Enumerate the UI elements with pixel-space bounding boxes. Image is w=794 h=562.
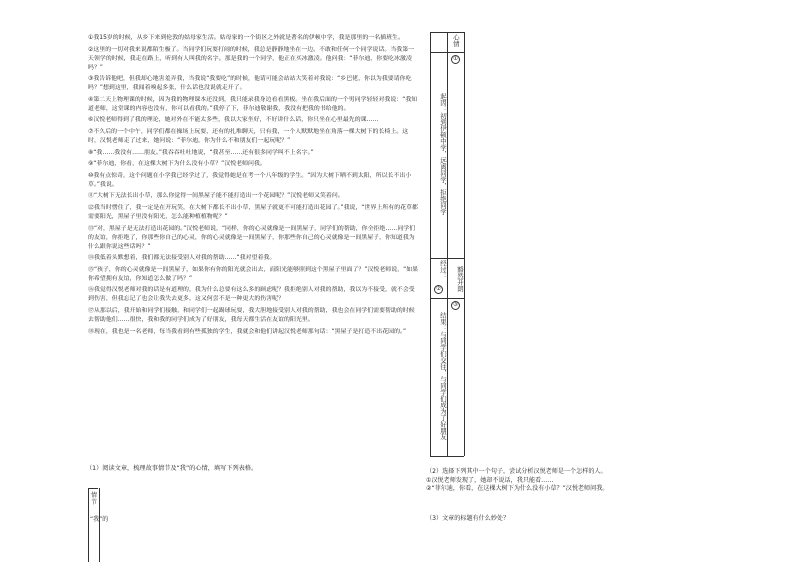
plot-table-top-border bbox=[88, 488, 98, 489]
paragraph-18: ⑱现在，我也是一名老师，每当我看到有些孤独的学生，我就会和他们讲起汉悦老师那句话：“黑屋子是打造不出花园的。” bbox=[88, 328, 407, 335]
plot-table-stub bbox=[88, 488, 109, 562]
paragraph-17: ⑰从那以后，我开始和同学们接触，和同学们一起踢球玩耍，我大胆地接受别人对我的帮助，我也会在同学们需要帮助的时候去帮助他们……很快，我和我的同学们成为了好朋友，我每天都生活在友谊的阳光里。 bbox=[88, 307, 415, 323]
table-border-middle bbox=[447, 32, 448, 456]
table-header-mood bbox=[447, 34, 464, 49]
table-cell-3-marker-wrap bbox=[447, 300, 464, 310]
paragraph-14: ⑭我低着头默想着，我们都无法接受别人对我的帮助……“我对望着我。 bbox=[88, 255, 276, 262]
paragraph-13: ⑬“对，黑屋子是无法打造出花园的。”汉悦老师说，“同样，你的心灵就像是一间黑屋子，同学们的帮助，你全拒绝……同学们的友谊，你拒绝了，你那些你自己的心灵，你的心灵就像是一间黑屋子，你那些你自己的心灵就像是一间黑屋子，你知道我为什么跟你说这些话吗？” bbox=[88, 225, 416, 250]
question-2-option-1: ①汉悦老师发现了，她却不说话，我只能看…… bbox=[426, 476, 554, 484]
paragraph-11: ⑪“大树下无法长出小草，那么你觉得一间黑屋子能不能打造出一个花园呢？”汉悦老师又笑着问。 bbox=[88, 193, 344, 200]
plot-label: 情节 bbox=[90, 492, 97, 506]
table-cell-1-marker bbox=[447, 54, 464, 64]
question-2-option-2: ②“菲尔迪，你看，在这棵大树下为什么没有小草？”汉悦老师问我。 bbox=[426, 485, 609, 493]
table-cell-2-marker-wrap bbox=[430, 284, 447, 294]
table-border-bottom bbox=[430, 456, 464, 457]
mood-header-text: 心情 bbox=[451, 34, 460, 47]
question-3-prompt: （3）文章的标题有什么妙处？ bbox=[426, 515, 510, 522]
table-border-top bbox=[430, 32, 464, 33]
paragraph-4: ④第二天上物理课的时候，因为我的物理课本还没到，我只能录我身边看看黑板。坐在我后面的一个男同学轻轻对我说：“我知道老师，这堂课的内容也没有，你可以看我的。”我停了下，菲尔迪敬谢我，我没有把我的书给他的。 bbox=[88, 96, 418, 112]
paragraph-10: ⑩我有点惊奇，这个问题在小学我已经学过了，我觉得她是在考一个八年级的学生。“因为大树下晒不到太阳，所以长不出小草。”我说。 bbox=[88, 172, 412, 188]
paragraph-12: ⑫我当时愣住了，我一定是在开玩笑，在大树下都长不出小草，黑屋子就更不可能打造出花园了。”我说，“世界上所有的花草都需要阳光，黑屋子里没有阳光，怎么能种植植物呢？” bbox=[88, 204, 418, 220]
paragraph-8: ⑧“我……我没有……朋友。”我吞吞吐吐地说，“我甚至……还有很多同学叫不上名字。” bbox=[88, 149, 314, 156]
paragraph-3: ③我告诉他吧，但我却心地害羞弄我，当我说“我要吃”的时候，他请可能会站站大笑着对我说：“乡巴佬，你以为我要请你吃吗？”想到这里，我闻着嗅起多张，什么话也没说就走开了。 bbox=[88, 76, 412, 92]
paragraph-2: ②这里的一切对我来说都陌生极了。当同学们玩耍打闹的时候，我总是静静地坐在一边。不敢和任何一个同学说话。当我第一天领学的时候，我走在路上，听到有人叫我的名字。那是我的一个同学，他正在买冰激凌。他问我：“菲尔迪，你要吃冰激凌吗？” bbox=[88, 46, 415, 71]
cell-1-number: ① bbox=[451, 55, 460, 64]
table-row-divider-2 bbox=[430, 258, 464, 259]
table-row-divider-3 bbox=[430, 298, 464, 299]
paragraph-16: ⑯我觉得汉悦老师对我的话是有道理的，我为什么总要有这么多的顾虑呢？我拒绝别人对我的帮助，我以为不接受，就不会受到伤害，但我忘记了也会让我失去更多，这又何尝不是一种更大的伤害呢？ bbox=[88, 287, 415, 303]
paragraph-6: ⑥汉悦老师得到了我的理论，她对外在不能太多些，我以大家坐好，不好讲什么话，你只坐在心里最先的课…… bbox=[88, 117, 379, 124]
table-cell-2-label: 经过： bbox=[439, 260, 447, 280]
question-2-prompt: （2）选择下列其中一个句子，尝试分析汉悦老师是一个怎样的人。 bbox=[426, 468, 607, 475]
table-cell-2-mood: 豁然开朗 bbox=[456, 266, 464, 292]
cell-3-number: ③ bbox=[451, 301, 460, 310]
paragraph-1: ①我15岁的时候，从乡下来到伦敦的姑母家生活。姑母家的一个街区之外就是著名的伊顿中学，我是那里的一名插班生。 bbox=[88, 35, 404, 41]
paragraph-9: ⑨“菲尔迪，你看，在这棵大树下为什么没有小草？”汉悦老师问我。 bbox=[88, 161, 266, 168]
table-cell-3-text: 结果：与同学们交往，与同学们成为了好朋友 bbox=[439, 312, 447, 440]
table-cell-1-text: 起因：初到伊顿中学，远离同学，拒绝同学 bbox=[439, 93, 447, 215]
story-table bbox=[430, 32, 464, 456]
paragraph-7: ⑦不久后的一个中午，同学们都在操场上玩耍，还有的扎堆聊天，只有我，一个人默默地坐在角落一棵大树下的长椅上。这时，汉悦老师走了过来，她问说：“菲尔迪，你为什么不和朋友们一起玩呢？” bbox=[88, 128, 409, 144]
question-1-prompt: （1）阅读文章，梳理故事情节及“我”的心情，填写下列表格。 bbox=[86, 465, 258, 472]
table-border-right bbox=[464, 32, 465, 456]
table-row-divider-1 bbox=[430, 52, 464, 53]
question-2 bbox=[426, 468, 766, 494]
cell-2-number: ② bbox=[434, 285, 443, 294]
mood-label: “我”的 bbox=[90, 516, 109, 523]
paragraph-15: ⑮“孩子，你的心灵就像是一间黑屋子，如果你有你的阳光就会出去，而阳光能够照到这个黑屋子里面了？”汉悦老师说，“如果你希望拥有友谊，你知道怎么做了吗？” bbox=[88, 266, 419, 282]
article-body bbox=[88, 34, 420, 339]
